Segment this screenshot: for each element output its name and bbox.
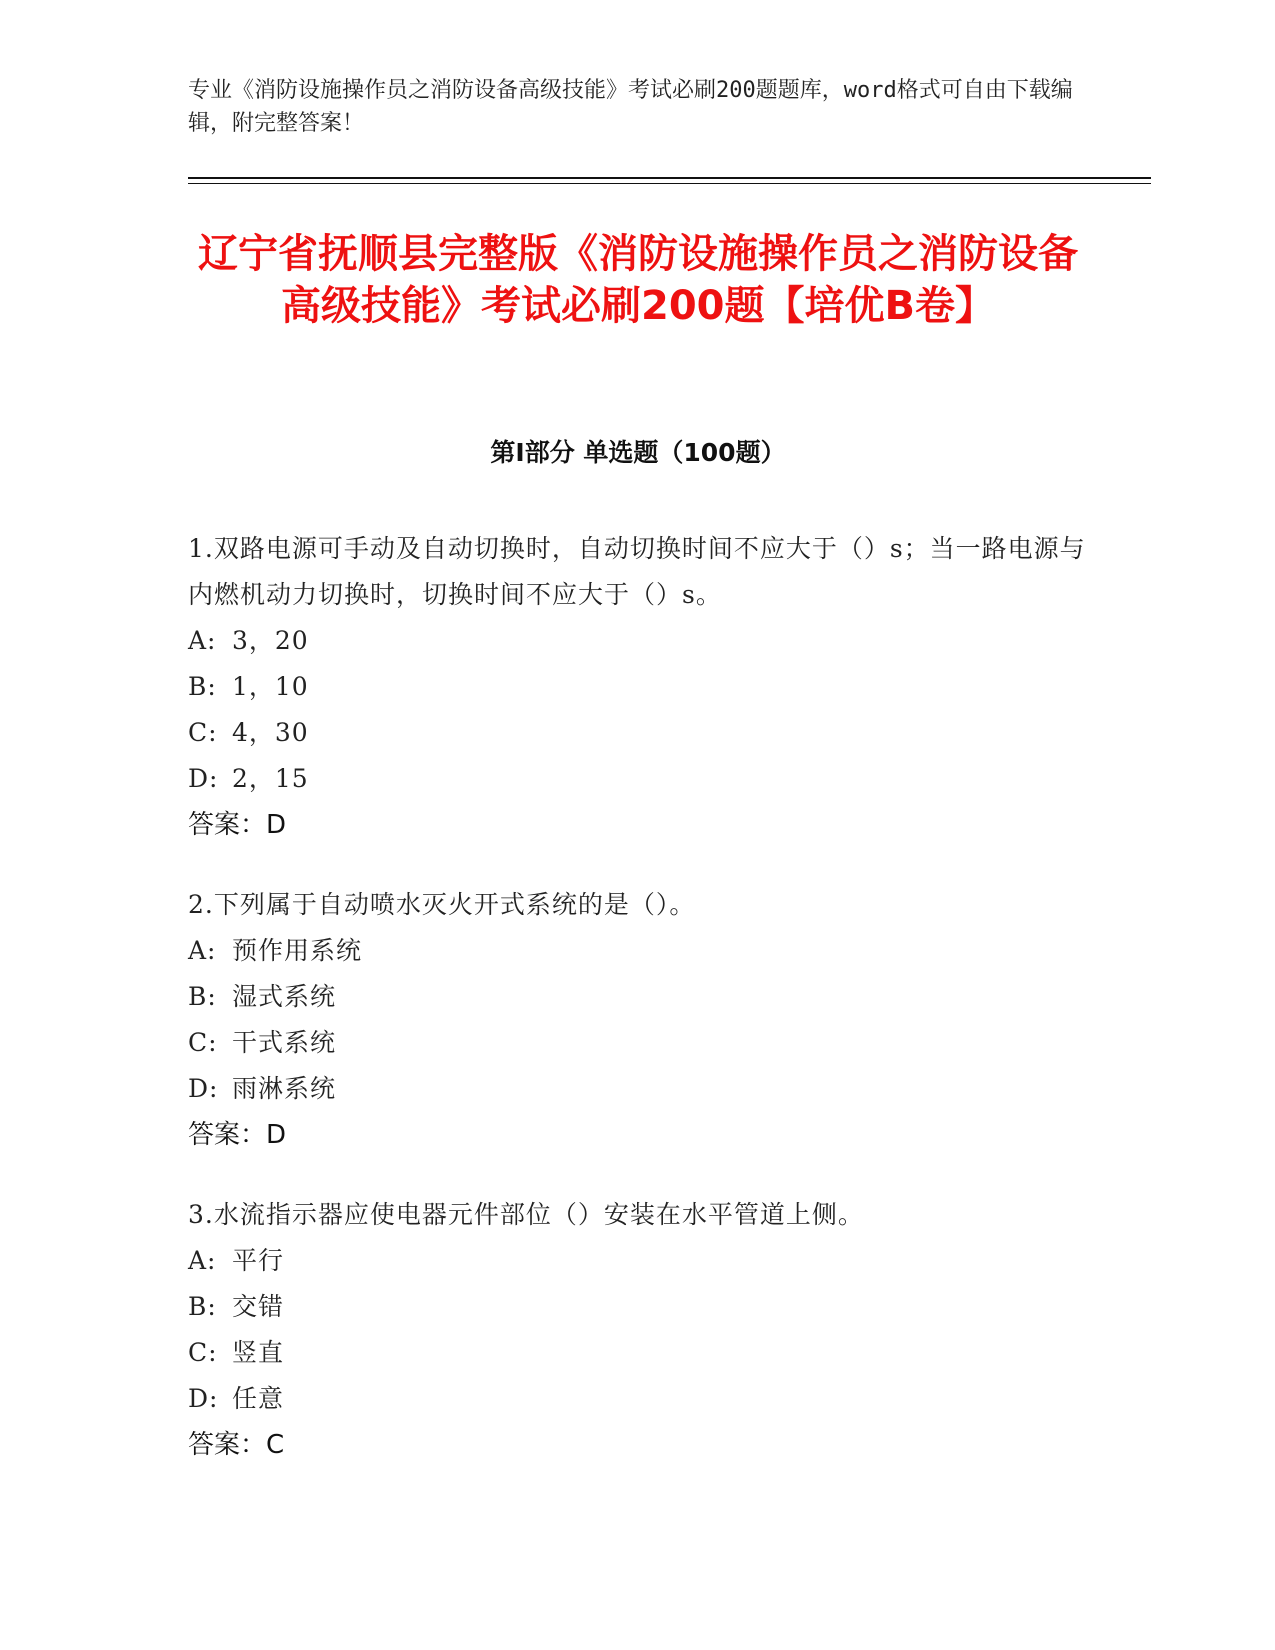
question-1 — [188, 526, 1088, 848]
option-value: 1，10 — [232, 672, 309, 701]
option-a — [188, 618, 1088, 664]
question-list — [188, 526, 1088, 1502]
header-divider-thick — [188, 177, 1151, 179]
option-value: 交错 — [232, 1292, 285, 1321]
option-key: C: — [188, 1028, 218, 1057]
option-key: C: — [188, 718, 218, 747]
option-key: A: — [188, 936, 217, 965]
option-b — [188, 974, 1088, 1020]
section-title: 第I部分 单选题（100题） — [490, 438, 786, 467]
option-key: D: — [188, 1074, 219, 1103]
option-key: A: — [188, 626, 217, 655]
option-key: B: — [188, 1292, 217, 1321]
option-d — [188, 756, 1088, 802]
option-key: B: — [188, 982, 217, 1011]
document-title: 辽宁省抚顺县完整版《消防设施操作员之消防设备高级技能》考试必刷200题【培优B卷】 — [198, 231, 1078, 329]
option-c — [188, 710, 1088, 756]
question-text: 1.双路电源可手动及自动切换时，自动切换时间不应大于（）s；当一路电源与内燃机动力切换时，切换时间不应大于（）s。 — [188, 534, 1086, 609]
answer-line: 答案：C — [188, 1430, 285, 1460]
option-value: 3，20 — [232, 626, 309, 655]
answer-line: 答案：D — [188, 810, 287, 840]
option-value: 任意 — [232, 1384, 285, 1413]
option-b — [188, 664, 1088, 710]
option-key: C: — [188, 1338, 218, 1367]
question-text: 3.水流指示器应使电器元件部位（）安装在水平管道上侧。 — [188, 1200, 864, 1229]
question-2 — [188, 882, 1088, 1158]
question-text: 2.下列属于自动喷水灭火开式系统的是（）。 — [188, 890, 696, 919]
option-key: D: — [188, 764, 219, 793]
option-value: 湿式系统 — [232, 982, 337, 1011]
option-a — [188, 1238, 1088, 1284]
option-value: 4，30 — [232, 718, 309, 747]
option-value: 预作用系统 — [232, 936, 363, 965]
header-note: 专业《消防设施操作员之消防设备高级技能》考试必刷200题题库，word格式可自由下载编辑，附完整答案！ — [188, 78, 1073, 136]
option-c — [188, 1330, 1088, 1376]
option-value: 干式系统 — [232, 1028, 337, 1057]
option-key: B: — [188, 672, 217, 701]
option-key: A: — [188, 1246, 217, 1275]
option-value: 平行 — [232, 1246, 285, 1275]
answer-line: 答案：D — [188, 1120, 287, 1150]
header-divider-thin — [188, 183, 1151, 184]
option-c — [188, 1020, 1088, 1066]
option-d — [188, 1376, 1088, 1422]
option-b — [188, 1284, 1088, 1330]
option-key: D: — [188, 1384, 219, 1413]
option-value: 竖直 — [232, 1338, 285, 1367]
option-a — [188, 928, 1088, 974]
question-3 — [188, 1192, 1088, 1468]
option-value: 2，15 — [232, 764, 309, 793]
option-d — [188, 1066, 1088, 1112]
option-value: 雨淋系统 — [232, 1074, 337, 1103]
